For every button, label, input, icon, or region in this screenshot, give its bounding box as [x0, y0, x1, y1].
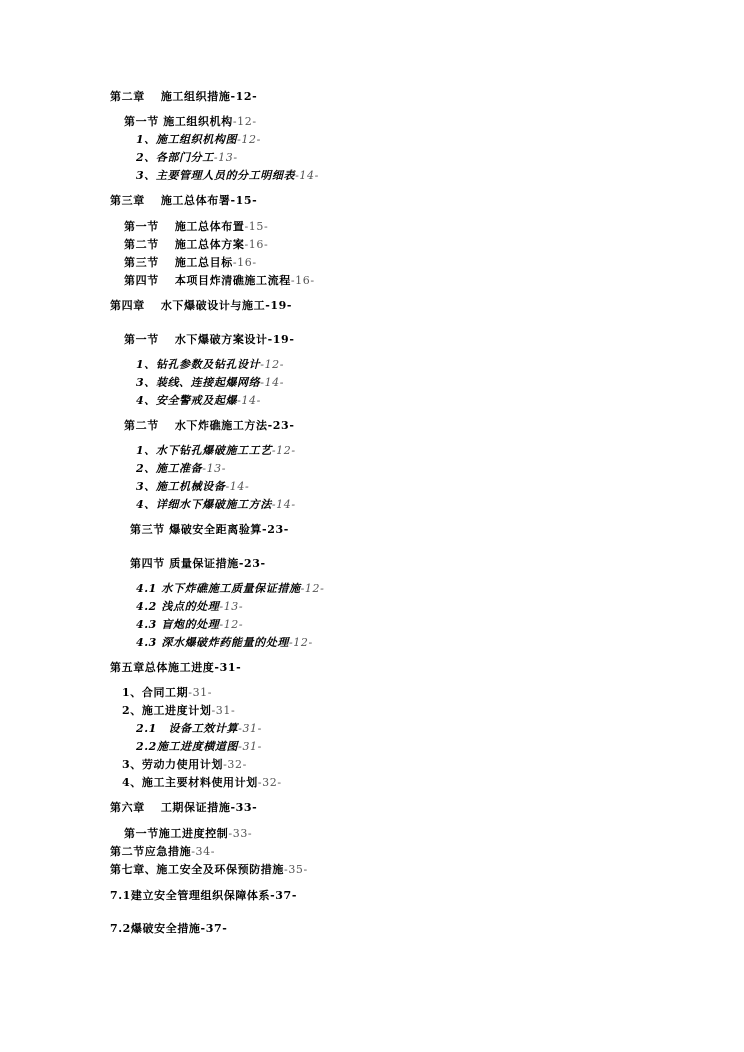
toc-entry-title: 1、合同工期 — [122, 686, 189, 699]
toc-entry-title: 3、装线、连接起爆网络 — [136, 376, 261, 389]
toc-entry[interactable] — [124, 256, 257, 270]
toc-entry-page: -13- — [219, 600, 244, 613]
toc-entry[interactable] — [136, 376, 284, 390]
toc-entry[interactable] — [124, 274, 315, 288]
toc-entry-title: 7.1建立安全管理组织保障体系 — [110, 889, 271, 902]
toc-entry[interactable] — [124, 419, 294, 433]
toc-entry-page: -23- — [238, 557, 266, 570]
toc-entry[interactable] — [122, 704, 235, 718]
toc-entry-page: -14- — [237, 394, 261, 407]
toc-entry-page: -12- — [232, 115, 257, 128]
toc-entry[interactable] — [136, 358, 284, 372]
toc-entry[interactable] — [110, 889, 297, 903]
toc-entry[interactable] — [122, 758, 247, 772]
toc-entry-page: -12- — [237, 133, 261, 146]
toc-entry[interactable] — [136, 462, 226, 476]
toc-entry-page: -31- — [214, 661, 242, 674]
toc-entry-page: -31- — [188, 686, 213, 699]
toc-entry-page: -19- — [267, 333, 295, 346]
toc-entry-page: -37- — [200, 922, 228, 935]
toc-entry-page: -12- — [288, 636, 313, 649]
toc-entry-title: 3、施工机械设备 — [136, 480, 226, 493]
toc-entry[interactable] — [110, 863, 308, 877]
toc-entry-page: -12- — [219, 618, 244, 631]
toc-entry[interactable] — [110, 194, 257, 208]
toc-entry-page: -32- — [257, 776, 282, 789]
toc-entry-page: -14- — [271, 498, 296, 511]
toc-entry-page: -13- — [202, 462, 227, 475]
toc-entry-title: 2、施工准备 — [136, 462, 203, 475]
toc-entry-page: -15- — [230, 194, 258, 207]
toc-entry[interactable] — [110, 661, 241, 675]
toc-entry[interactable] — [124, 333, 294, 347]
toc-entry-title: 第三章 施工总体布署 — [110, 194, 231, 207]
toc-entry-page: -16- — [290, 274, 315, 287]
toc-entry-page: -12- — [300, 582, 325, 595]
toc-entry-title: 1、钻孔参数及钻孔设计 — [136, 358, 261, 371]
toc-entry[interactable] — [136, 740, 262, 754]
toc-entry-page: -12- — [260, 358, 285, 371]
toc-entry-page: -19- — [265, 299, 293, 312]
toc-entry-title: 1、水下钻孔爆破施工工艺 — [136, 444, 272, 457]
toc-entry-title: 第二节 水下炸礁施工方法 — [124, 419, 268, 432]
toc-entry-page: -14- — [225, 480, 250, 493]
toc-entry-title: 第三节 爆破安全距离验算 — [130, 523, 263, 536]
toc-entry-page: -34- — [191, 845, 216, 858]
toc-entry-title: 第二节 施工总体方案 — [124, 238, 245, 251]
toc-entry-title: 3、主要管理人员的分工明细表 — [136, 169, 296, 182]
toc-entry[interactable] — [130, 557, 266, 571]
toc-entry[interactable] — [136, 151, 238, 165]
toc-entry-title: 7.2爆破安全措施 — [110, 922, 201, 935]
toc-entry-title: 第一节 施工总体布置 — [124, 220, 245, 233]
toc-entry-page: -23- — [262, 523, 289, 536]
toc-entry-page: -31- — [211, 704, 236, 717]
toc-entry[interactable] — [136, 618, 243, 632]
toc-entry[interactable] — [124, 827, 252, 841]
toc-entry[interactable] — [136, 394, 261, 408]
toc-entry-title: 4.2 浅点的处理 — [136, 600, 220, 613]
toc-entry[interactable] — [136, 498, 296, 512]
toc-entry-title: 4、详细水下爆破施工方法 — [136, 498, 272, 511]
toc-entry-page: -31- — [238, 740, 262, 753]
toc-entry[interactable] — [130, 523, 289, 537]
toc-entry-title: 第一节 水下爆破方案设计 — [124, 333, 268, 346]
toc-entry-page: -16- — [244, 238, 269, 251]
toc-entry-page: -23- — [267, 419, 295, 432]
toc-entry-title: 第二节应急措施 — [110, 845, 192, 858]
toc-entry-title: 1、施工组织机构图 — [136, 133, 238, 146]
toc-entry[interactable] — [110, 801, 257, 815]
toc-entry-page: -33- — [230, 801, 258, 814]
toc-entry[interactable] — [124, 238, 268, 252]
toc-entry-title: 2.2施工进度横道图 — [136, 740, 239, 753]
toc-entry-page: -31- — [238, 722, 262, 735]
toc-entry[interactable] — [136, 444, 296, 458]
toc-entry-title: 第五章总体施工进度 — [110, 661, 215, 674]
toc-entry-title: 3、劳动力使用计划 — [122, 758, 224, 771]
toc-entry-title: 4、安全警戒及起爆 — [136, 394, 238, 407]
toc-entry-page: -32- — [223, 758, 247, 771]
toc-entry[interactable] — [110, 845, 215, 859]
toc-entry-title: 4.3 深水爆破炸药能量的处理 — [136, 636, 289, 649]
toc-entry-title: 2.1 设备工效计算 — [136, 722, 239, 735]
toc-entry-page: -15- — [244, 220, 269, 233]
toc-entry-page: -12- — [271, 444, 296, 457]
toc-entry-title: 2、各部门分工 — [136, 151, 214, 164]
toc-entry[interactable] — [136, 133, 261, 147]
toc-entry-title: 4.3 盲炮的处理 — [136, 618, 220, 631]
toc-entry[interactable] — [136, 480, 249, 494]
toc-entry-page: -37- — [270, 889, 297, 902]
toc-entry-page: -35- — [284, 863, 308, 876]
toc-entry[interactable] — [136, 722, 262, 736]
toc-entry-title: 第二章 施工组织措施 — [110, 90, 231, 103]
toc-entry[interactable] — [124, 115, 257, 129]
toc-entry[interactable] — [110, 299, 292, 313]
toc-entry-title: 第三节 施工总目标 — [124, 256, 233, 269]
toc-entry[interactable] — [110, 90, 257, 104]
toc-entry-title: 4.1 水下炸礁施工质量保证措施 — [136, 582, 301, 595]
toc-entry-page: -14- — [295, 169, 319, 182]
toc-entry[interactable] — [136, 636, 313, 650]
toc-entry-title: 第一节施工进度控制 — [124, 827, 229, 840]
toc-entry[interactable] — [122, 776, 282, 790]
toc-entry-title: 第四节 质量保证措施 — [130, 557, 239, 570]
toc-entry-page: -16- — [232, 256, 257, 269]
toc-entry-page: -12- — [230, 90, 258, 103]
toc-entry[interactable] — [136, 169, 319, 183]
toc-entry-title: 第四节 本项目炸清礁施工流程 — [124, 274, 291, 287]
toc-entry-title: 2、施工进度计划 — [122, 704, 212, 717]
toc-entry[interactable] — [136, 582, 324, 596]
toc-entry-page: -33- — [228, 827, 253, 840]
toc-entry-title: 第六章 工期保证措施 — [110, 801, 231, 814]
toc-entry-title: 第一节 施工组织机构 — [124, 115, 233, 128]
toc-entry-title: 第四章 水下爆破设计与施工 — [110, 299, 266, 312]
toc-entry[interactable] — [110, 922, 227, 936]
toc-entry[interactable] — [122, 686, 212, 700]
toc-entry[interactable] — [136, 600, 243, 614]
toc-entry-page: -14- — [260, 376, 285, 389]
toc-entry-page: -13- — [213, 151, 238, 164]
toc-entry[interactable] — [124, 220, 268, 234]
toc-entry-title: 4、施工主要材料使用计划 — [122, 776, 258, 789]
toc-entry-title: 第七章、施工安全及环保预防措施 — [110, 863, 284, 876]
